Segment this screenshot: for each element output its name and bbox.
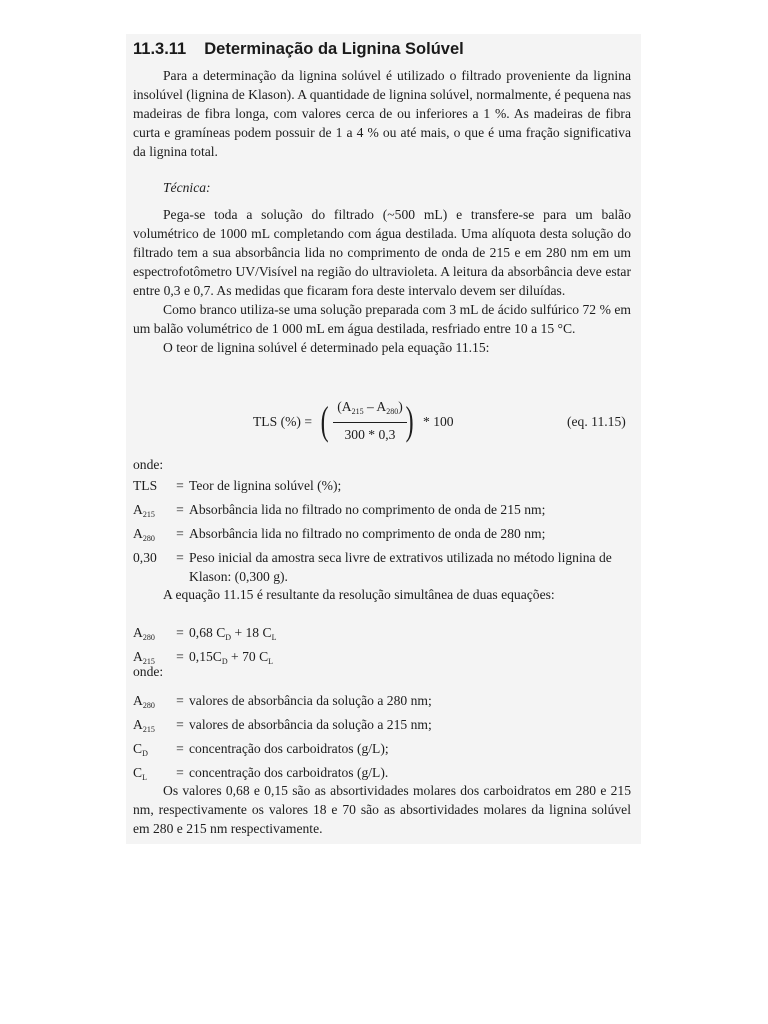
- equation-row: $A_{280}$ = 0,68 $C_D + 18$ $C_L$: [133, 625, 277, 642]
- equation-reference: (eq. 11.15): [567, 414, 626, 429]
- definition-row: 0,30 = Peso inicial da amostra seca livre de extrativos utilizada no método lignina de Klason: (0,300 g).: [133, 550, 612, 584]
- definition-row: $C_L$ = concentração dos carboidratos (g/L).: [133, 765, 389, 782]
- fraction-bar: [333, 422, 407, 423]
- technique-paragraph-2: Como branco utiliza-se uma solução preparada com 3 mL de ácido sulfúrico 72 % em um balão volumétrico de 1 000 mL em água destilada, resfriado entre 10 a 15 °C.: [133, 302, 631, 336]
- equation-11-15: [133, 397, 633, 453]
- technique-text: [133, 205, 631, 357]
- equation-lhs: TLS (%) =: [253, 414, 313, 429]
- section-heading: [133, 40, 464, 59]
- equation-row: $A_{215}$ = $0,15C_D + 70$ $C_L$: [133, 649, 274, 666]
- definition-row: $A_{215}$ = Absorbância lida no filtrado no comprimento de onda de 215 nm;: [133, 502, 546, 519]
- definitions-list: [133, 476, 633, 586]
- intro-paragraph: Para a determinação da lignina solúvel é utilizado o filtrado proveniente da lignina insolúvel (lignina de Klason). A quantidade de lignina solúvel, normalmente, é pequena nas madeiras de fibra longa, com valores cerca de ou inferiores a 1 %. As madeiras de fibra curta e gramíneas podem possuir de 1 a 4 % ou até mais, o que é uma fração significativa da lignina total.: [133, 68, 631, 159]
- equation-numerator: $(A_{215} - A_{280})$: [337, 399, 403, 416]
- right-paren: ): [405, 398, 414, 443]
- closing-paragraph: Os valores 0,68 e 0,15 são as absortividades molares dos carboidratos em 280 e 215 nm, respectivamente os valores 18 e 70 são as absortividades molares da lignina solúvel em 280 e 215 nm respectivamente.: [133, 783, 631, 836]
- equation-multiplier: * 100: [423, 414, 454, 429]
- technique-paragraph-1: Pega-se toda a solução do filtrado (~500 mL) e transfere-se para um balão volumétrico de 1000 mL completando com água destilada. Uma alíquota desta solução do filtrado tem a sua absorbância lida no comprimento de onda de 215 e em 280 nm em um espectrofotômetro UV/Visível na região do ultravioleta. A leitura da absorbância deve estar entre 0,3 e 0,7. As medidas que ficaram fora deste intervalo devem ser diluídas.: [133, 207, 631, 298]
- onde-label: onde:: [133, 457, 164, 472]
- definition-row: $C_D$ = concentração dos carboidratos (g/L);: [133, 741, 389, 758]
- onde-label-2: onde:: [133, 664, 164, 679]
- section-number: 11.3.11: [133, 40, 187, 58]
- simultaneous-intro: A equação 11.15 é resultante da resolução simultânea de duas equações:: [163, 587, 555, 602]
- definition-row: $A_{215}$ = valores de absorbância da solução a 215 nm;: [133, 717, 432, 734]
- section-title: Determinação da Lignina Solúvel: [204, 40, 464, 58]
- definition-row: $A_{280}$ = valores de absorbância da solução a 280 nm;: [133, 693, 432, 710]
- definition-row: TLS = Teor de lignina solúvel (%);: [133, 478, 342, 493]
- equation-fraction: [333, 399, 407, 443]
- technique-label: Técnica:: [163, 180, 211, 195]
- technique-paragraph-3: O teor de lignina solúvel é determinado pela equação 11.15:: [163, 340, 490, 355]
- left-paren: (: [320, 398, 329, 443]
- equation-denominator: 300 * 0,3: [344, 427, 396, 442]
- simultaneous-equations: [133, 623, 633, 671]
- definitions-list-2: [133, 691, 633, 787]
- definition-row: $A_{280}$ = Absorbância lida no filtrado no comprimento de onda de 280 nm;: [133, 526, 546, 543]
